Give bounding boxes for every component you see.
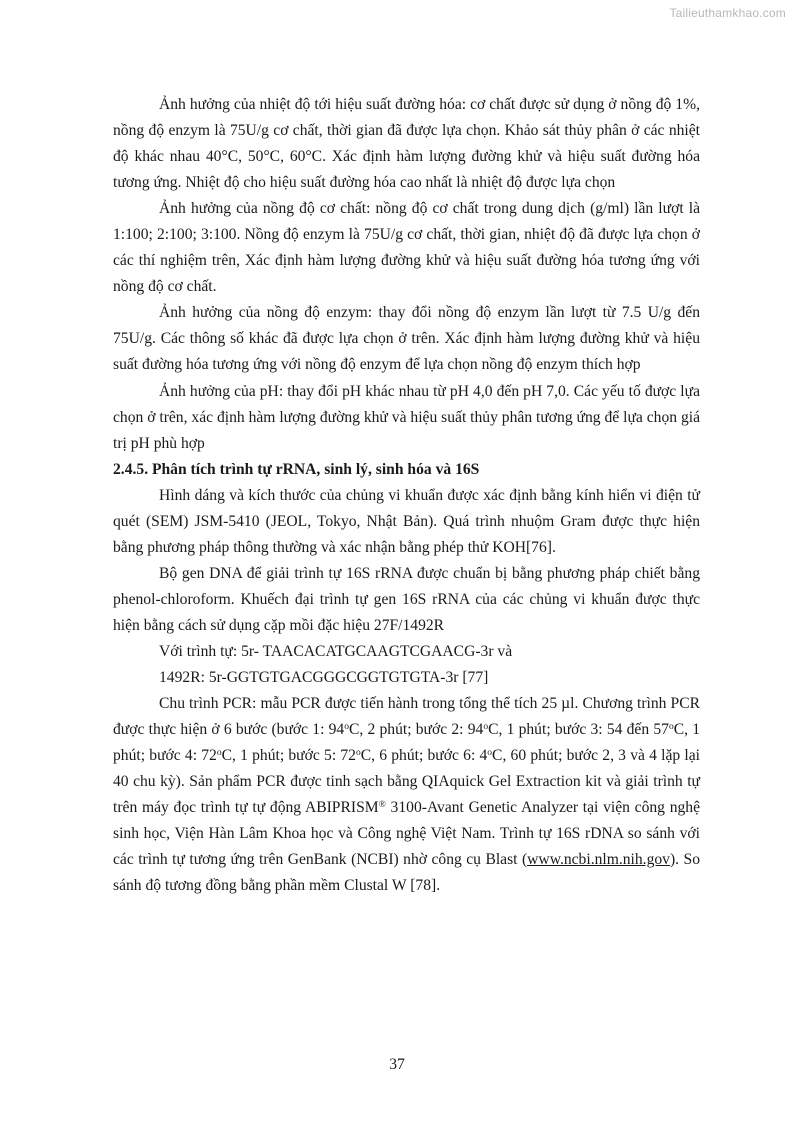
- paragraph-morphology: Hình dáng và kích thước của chủng vi khuẩn được xác định bằng kính hiển vi điện tử quét (SEM) JSM-5410 (JEOL, Tokyo, Nhật Bản). Quá trình nhuộm Gram được thực hiện bằng phương pháp thông thường và xác nhận bằng phép thử KOH[76].: [113, 486, 700, 556]
- watermark: Tailieuthamkhao.com: [669, 6, 786, 20]
- paragraph-ph: Ảnh hưởng của pH: thay đổi pH khác nhau từ pH 4,0 đến pH 7,0. Các yếu tố được lựa chọn ở trên, xác định hàm lượng đường khử và hiệu suất thủy phân tương ứng để lựa chọn giá trị pH phù hợp: [113, 382, 700, 452]
- paragraph-dna: Bộ gen DNA để giải trình tự 16S rRNA được chuẩn bị bằng phương pháp chiết bằng phenol-chloroform. Khuếch đại trình tự gen 16S rRNA của các chủng vi khuẩn được thực hiện bằng cách sử dụng cặp mồi đặc hiệu 27F/1492R: [113, 564, 700, 634]
- document-body: [113, 92, 700, 899]
- paragraph-substrate: Ảnh hưởng của nồng độ cơ chất: nồng độ cơ chất trong dung dịch (g/ml) lần lượt là 1:100; 2:100; 3:100. Nồng độ enzym là 75U/g cơ chất, thời gian, nhiệt độ đã được lựa chọn ở các thí nghiệm trên, Xác định hàm lượng đường khử và hiệu suất đường hóa tương ứng với nồng độ cơ chất.: [113, 200, 700, 296]
- paragraph-temperature: Ảnh hưởng của nhiệt độ tới hiệu suất đường hóa: cơ chất được sử dụng ở nồng độ 1%, nồng độ enzym là 75U/g cơ chất, thời gian đã được lựa chọn. Khảo sát thủy phân ở các nhiệt độ khác nhau 40°C, 50°C, 60°C. Xác định hàm lượng đường khử và hiệu suất đường hóa tương ứng. Nhiệt độ cho hiệu suất đường hóa cao nhất là nhiệt độ được lựa chọn: [113, 96, 700, 192]
- page-number: 37: [389, 1056, 405, 1073]
- section-heading: 2.4.5. Phân tích trình tự rRNA, sinh lý, sinh hóa và 16S: [113, 460, 480, 478]
- paragraph-pcr: Chu trình PCR: mẫu PCR được tiến hành trong tổng thể tích 25 µl. Chương trình PCR được thực hiện ở 6 bước (bước 1: 94$^o$C, 2 phút; bước 2: 94$^o$C, 1 phút; bước 3: 54 đến 57$^o$C, 1 phút; bước 4: 72$^o$C, 1 phút; bước 5: 72$^o$C, 6 phút; bước 6: 4$^o$C, 60 phút; bước 2, 3 và 4 lặp lại 40 chu kỳ). Sản phẩm PCR được tinh sạch bằng QIAquick Gel Extraction kit và giải trình tự trên máy đọc trình tự tự động ABIPRISM® 3100-Avant Genetic Analyzer tại viện công nghệ sinh học, Viện Hàn Lâm Khoa học và Công nghệ Việt Nam. Trình tự 16S rDNA so sánh với các trình tự tương ứng trên GenBank (NCBI) nhờ công cụ Blast (www.ncbi.nlm.nih.gov). So sánh độ tương đồng bằng phần mềm Clustal W [78].: [113, 695, 701, 895]
- primer-line-1: Với trình tự: 5r- TAACACATGCAAGTCGAACG-3r và: [159, 642, 513, 660]
- paragraph-enzyme: Ảnh hưởng của nồng độ enzym: thay đổi nồng độ enzym lần lượt từ 7.5 U/g đến 75U/g. Các thông số khác đã được lựa chọn ở trên. Xác định hàm lượng đường khử và hiệu suất đường hóa tương ứng với nồng độ enzym để lựa chọn nồng độ enzym thích hợp: [113, 304, 700, 374]
- primer-line-2: 1492R: 5r-GGTGTGACGGGCGGTGTGTA-3r [77]: [159, 669, 489, 687]
- ncbi-link[interactable]: www.ncbi.nlm.nih.gov: [527, 851, 670, 869]
